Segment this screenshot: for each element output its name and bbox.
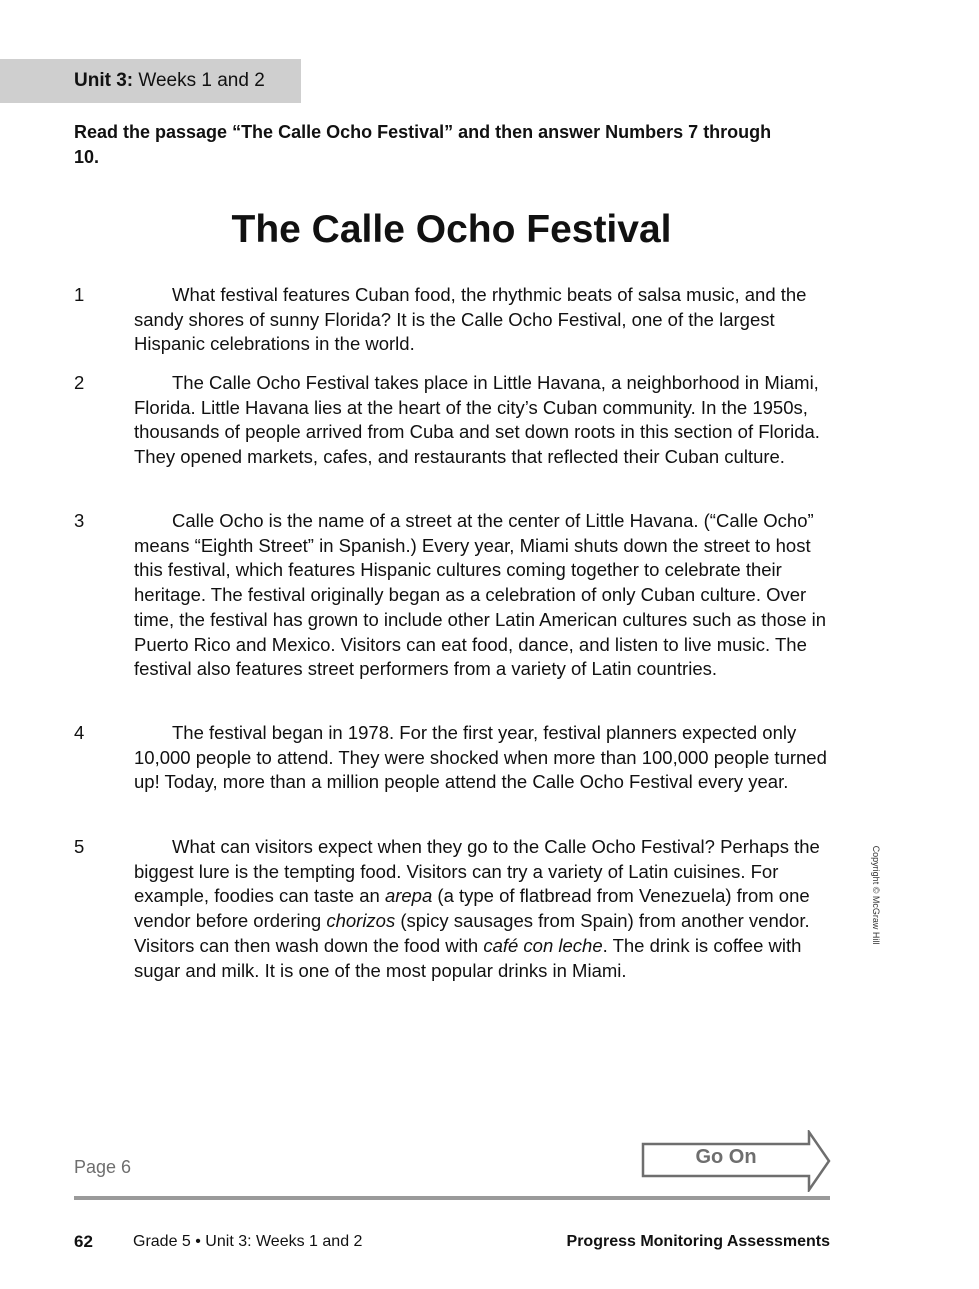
paragraph-text xyxy=(134,371,834,470)
text-segment: . The drink is coffee with sugar and milk. It is one of the most popular drinks in Miami. xyxy=(134,934,802,981)
passage-title: The Calle Ocho Festival xyxy=(231,208,672,251)
text-segment: The festival began in 1978. For the first year, festival planners expected only 10,000 people to attend. They were shocked when more than 100,000 people turned up! Today, more than a million people attend the Calle Ocho Festival every year. xyxy=(134,722,827,793)
paragraph-number: 1 xyxy=(74,284,85,305)
unit-weeks: Weeks 1 and 2 xyxy=(133,70,265,91)
instructions: Read the passage “The Calle Ocho Festival” and then answer Numbers 7 through 10. xyxy=(74,122,772,167)
footer-assessment-title: Progress Monitoring Assessments xyxy=(566,1233,830,1250)
italic-term: café con leche xyxy=(483,934,603,956)
paragraph-5 xyxy=(74,835,834,983)
footer-grade-unit: Grade 5 • Unit 3: Weeks 1 and 2 xyxy=(133,1233,363,1250)
paragraph-text xyxy=(134,283,834,357)
paragraph-2 xyxy=(74,371,834,470)
paragraph-text xyxy=(134,509,834,682)
italic-term: chorizos xyxy=(326,910,396,932)
text-segment: What festival features Cuban food, the rhythmic beats of salsa music, and the sandy shores of sunny Florida? It is the Calle Ocho Festival, one of the largest Hispanic celebrations in the world. xyxy=(134,284,807,355)
go-on-button[interactable] xyxy=(641,1130,831,1192)
text-segment: Calle Ocho is the name of a street at the center of Little Havana. (“Calle Ocho” means “Eighth Street” in Spanish.) Every year, Miami shuts down the street to host this festival, which features Hispanic cultures coming together to celebrate their heritage. The festival originally began as a celebration of only Cuban culture. Over time, the festival has grown to include other Latin American cultures such as those in Puerto Rico and Mexico. Visitors can eat food, dance, and listen to live music. The festival also features street performers from a variety of Latin countries. xyxy=(134,510,827,680)
paragraph-4 xyxy=(74,721,834,795)
text-segment: The Calle Ocho Festival takes place in Little Havana, a neighborhood in Miami, Florida. Little Havana lies at the heart of the city’s Cuban community. In the 1950s, thousands of people arrived from Cuba and set down roots in this section of Florida. They opened markets, cafes, and restaurants that reflected their Cuban culture. xyxy=(134,372,820,468)
italic-term: arepa xyxy=(384,885,433,907)
footer-divider xyxy=(74,1196,830,1200)
paragraph-number: 5 xyxy=(74,836,85,857)
unit-header-tab xyxy=(0,59,301,103)
page-label: Page 6 xyxy=(74,1157,132,1177)
paragraph-number: 2 xyxy=(74,372,85,393)
unit-label: Unit 3: xyxy=(74,70,134,91)
text-segment: (spicy sausages from Spain) from another vendor. Visitors can then wash down the food with xyxy=(134,910,810,956)
footer-page-number: 62 xyxy=(74,1232,93,1251)
text-segment: (a type of flatbread from Venezuela) from one vendor before ordering xyxy=(134,885,810,932)
copyright-notice: Copyright © McGraw Hill xyxy=(871,845,881,945)
paragraph-1 xyxy=(74,283,834,357)
paragraph-text xyxy=(134,721,834,795)
paragraph-text xyxy=(134,835,834,983)
paragraph-number: 3 xyxy=(74,510,85,531)
paragraph-number: 4 xyxy=(74,722,85,743)
paragraph-3 xyxy=(74,509,834,682)
go-on-label: Go On xyxy=(695,1146,757,1168)
text-segment: What can visitors expect when they go to the Calle Ocho Festival? Perhaps the biggest lure is the tempting food. Visitors can try a variety of Latin cuisines. For example, foodies can taste an xyxy=(134,836,820,907)
